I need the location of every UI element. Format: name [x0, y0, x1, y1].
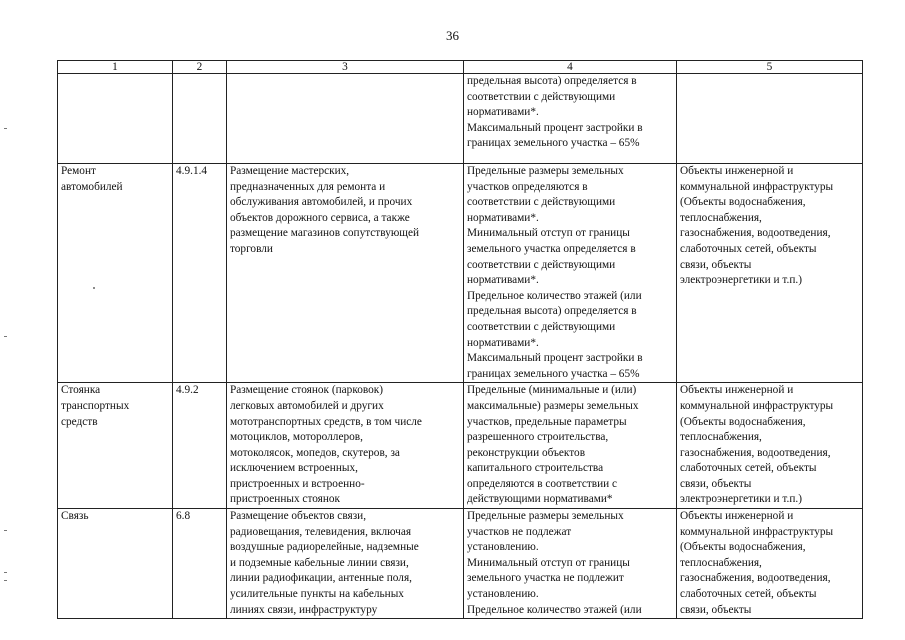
use-type-name: Ремонт автомобилей — [58, 164, 173, 383]
building-parameters: предельная высота) определяется в соответствии с действующими нормативами*. Максимальный процент застройки в границах земельного участка – 65% — [464, 74, 677, 164]
column-header-2: 2 — [173, 61, 227, 74]
use-type-code: 6.8 — [173, 509, 227, 619]
scan-edge-mark — [4, 128, 7, 129]
column-header-4: 4 — [464, 61, 677, 74]
table-row-communications — [58, 509, 863, 619]
use-type-code — [173, 74, 227, 164]
column-header-5: 5 — [677, 61, 863, 74]
use-type-description: Размещение мастерских, предназначенных для ремонта и обслуживания автомобилей, и прочих объектов дорожного сервиса, а также размещение магазинов сопутствующей торговли — [227, 164, 464, 383]
building-parameters: Предельные размеры земельных участков определяются в соответствии с действующими нормативами*. Минимальный отступ от границы земельного участка определяется в соответствии с действующими нормативами*. Предельное количество этажей (или предельная высота) определяется в соответствии с действующими нормативами*. Максимальный процент застройки в границах земельного участка – 65% — [464, 164, 677, 383]
table-row-continuation — [58, 74, 863, 164]
table-row-vehicle-parking — [58, 383, 863, 509]
column-header-3: 3 — [227, 61, 464, 74]
allowed-objects: Объекты инженерной и коммунальной инфраструктуры (Объекты водоснабжения, теплоснабжения, газоснабжения, водоотведения, слаботочных сетей, объекты связи, объекты электроэнергетики и т.п.) — [677, 383, 863, 509]
table-row-car-repair — [58, 164, 863, 383]
use-type-name: Связь — [58, 509, 173, 619]
scan-edge-mark — [4, 336, 7, 337]
use-type-name: Стоянка транспортных средств — [58, 383, 173, 509]
scan-edge-mark — [4, 572, 7, 573]
allowed-objects: Объекты инженерной и коммунальной инфраструктуры (Объекты водоснабжения, теплоснабжения, газоснабжения, водоотведения, слаботочных сетей, объекты связи, объекты — [677, 509, 863, 619]
building-parameters: Предельные размеры земельных участков не подлежат установлению. Минимальный отступ от границы земельного участка не подлежит установлению. Предельное количество этажей (или — [464, 509, 677, 619]
land-use-table — [57, 60, 863, 619]
allowed-objects — [677, 74, 863, 164]
use-type-description: Размещение стоянок (парковок) легковых автомобилей и других мототранспортных средств, в том числе мотоциклов, мотороллеров, мотоколясок, мопедов, скутеров, за исключением встроенных, пристроенных и встроенно- пристроенных стоянок — [227, 383, 464, 509]
column-header-1: 1 — [58, 61, 173, 74]
scan-edge-mark — [4, 580, 7, 581]
building-parameters: Предельные (минимальные и (или) максимальные) размеры земельных участков, предельные параметры разрешенного строительства, реконструкции объектов капитального строительства определяются в соответствии с действующими нормативами* — [464, 383, 677, 509]
allowed-objects: Объекты инженерной и коммунальной инфраструктуры (Объекты водоснабжения, теплоснабжения, газоснабжения, водоотведения, слаботочных сетей, объекты связи, объекты электроэнергетики и т.п.) — [677, 164, 863, 383]
use-type-code: 4.9.1.4 — [173, 164, 227, 383]
page-number: 36 — [446, 28, 459, 43]
use-type-description — [227, 74, 464, 164]
use-type-code: 4.9.2 — [173, 383, 227, 509]
header-row — [58, 61, 863, 74]
scan-edge-mark — [4, 530, 7, 531]
scan-dot — [93, 287, 95, 289]
use-type-name — [58, 74, 173, 164]
use-type-description: Размещение объектов связи, радиовещания, телевидения, включая воздушные радиорелейные, надземные и подземные кабельные линии связи, линии радиофикации, антенные поля, усилительные пункты на кабельных линиях связи, инфраструктуру — [227, 509, 464, 619]
